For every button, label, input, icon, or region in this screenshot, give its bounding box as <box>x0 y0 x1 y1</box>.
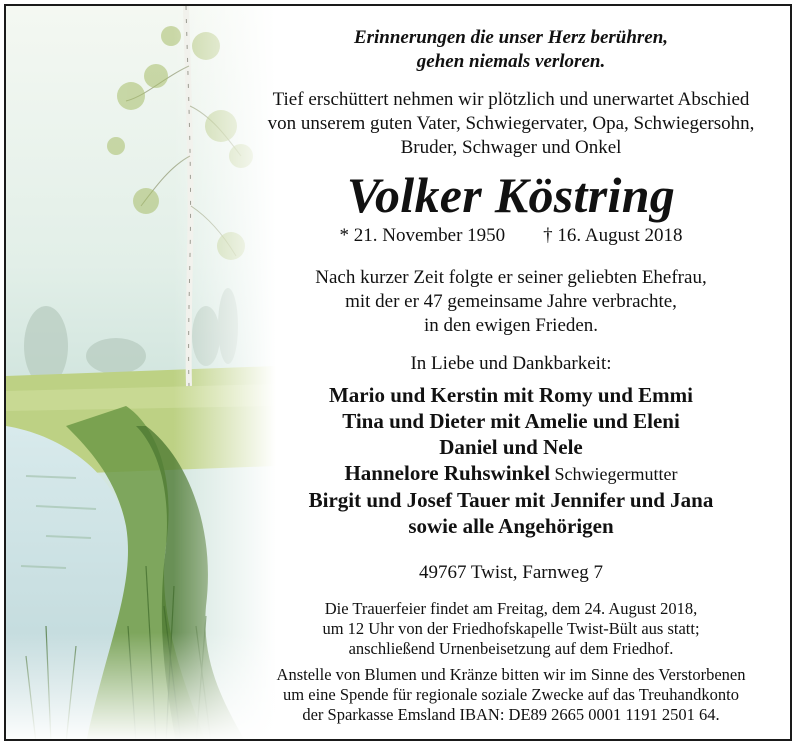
donation-line: um eine Spende für regionale soziale Zwecke auf das Treuhandkonto <box>283 685 739 704</box>
family-member <box>251 408 771 434</box>
death-date: † 16. August 2018 <box>543 225 683 246</box>
family-list <box>251 382 771 539</box>
ceremony-info <box>251 599 771 659</box>
motto-line: Erinnerungen die unser Herz berühren, <box>353 27 669 48</box>
paragraph-line: mit der er 47 gemeinsame Jahre verbrachte, <box>345 291 677 312</box>
family-relation: Schwiegermutter <box>550 464 678 484</box>
landscape-illustration <box>6 6 276 739</box>
family-member-name: Daniel und Nele <box>439 435 583 459</box>
ceremony-line: um 12 Uhr von der Friedhofskapelle Twist-Bült aus statt; <box>322 619 700 638</box>
address: 49767 Twist, Farnweg 7 <box>418 562 604 583</box>
ceremony-line: Die Trauerfeier findet am Freitag, dem 24. August 2018, <box>324 599 698 618</box>
family-member-name: Birgit und Josef Tauer mit Jennifer und Jana <box>308 488 714 512</box>
obituary-text <box>251 26 771 725</box>
ceremony-line: anschließend Urnenbeisetzung auf dem Friedhof. <box>348 639 674 658</box>
intro-line: Tief erschüttert nehmen wir plötzlich und unerwartet Abschied <box>272 89 750 110</box>
family-member-name: Tina und Dieter mit Amelie und Eleni <box>342 409 680 433</box>
paragraph-line: Nach kurzer Zeit folgte er seiner geliebten Ehefrau, <box>315 267 707 288</box>
thanks-line: In Liebe und Dankbarkeit: <box>410 353 612 374</box>
intro-text <box>251 88 771 160</box>
landscape-photo <box>6 6 276 739</box>
donation-line: Anstelle von Blumen und Kränze bitten wir im Sinne des Verstorbenen <box>276 665 746 684</box>
motto-line: gehen niemals verloren. <box>416 51 606 72</box>
motto <box>251 26 771 74</box>
donation-info <box>251 665 771 725</box>
paragraph-line: in den ewigen Frieden. <box>423 315 599 336</box>
deceased-name: Volker Köstring <box>346 167 676 223</box>
family-member-name: Hannelore Ruhswinkel <box>344 461 551 485</box>
birth-date: * 21. November 1950 <box>339 225 506 246</box>
memorial-paragraph <box>251 266 771 338</box>
family-member <box>251 434 771 460</box>
donation-line: der Sparkasse Emsland IBAN: DE89 2665 0001 1191 2501 64. <box>302 705 720 724</box>
intro-line: Bruder, Schwager und Onkel <box>400 137 622 158</box>
family-member <box>251 382 771 408</box>
family-member-name: sowie alle Angehörigen <box>408 514 614 538</box>
family-member <box>251 460 771 487</box>
family-member-name: Mario und Kerstin mit Romy und Emmi <box>328 383 693 407</box>
life-dates <box>251 224 771 248</box>
obituary-frame <box>4 4 792 741</box>
family-member <box>251 513 771 539</box>
family-member <box>251 487 771 513</box>
intro-line: von unserem guten Vater, Schwiegervater, Opa, Schwiegersohn, <box>267 113 755 134</box>
